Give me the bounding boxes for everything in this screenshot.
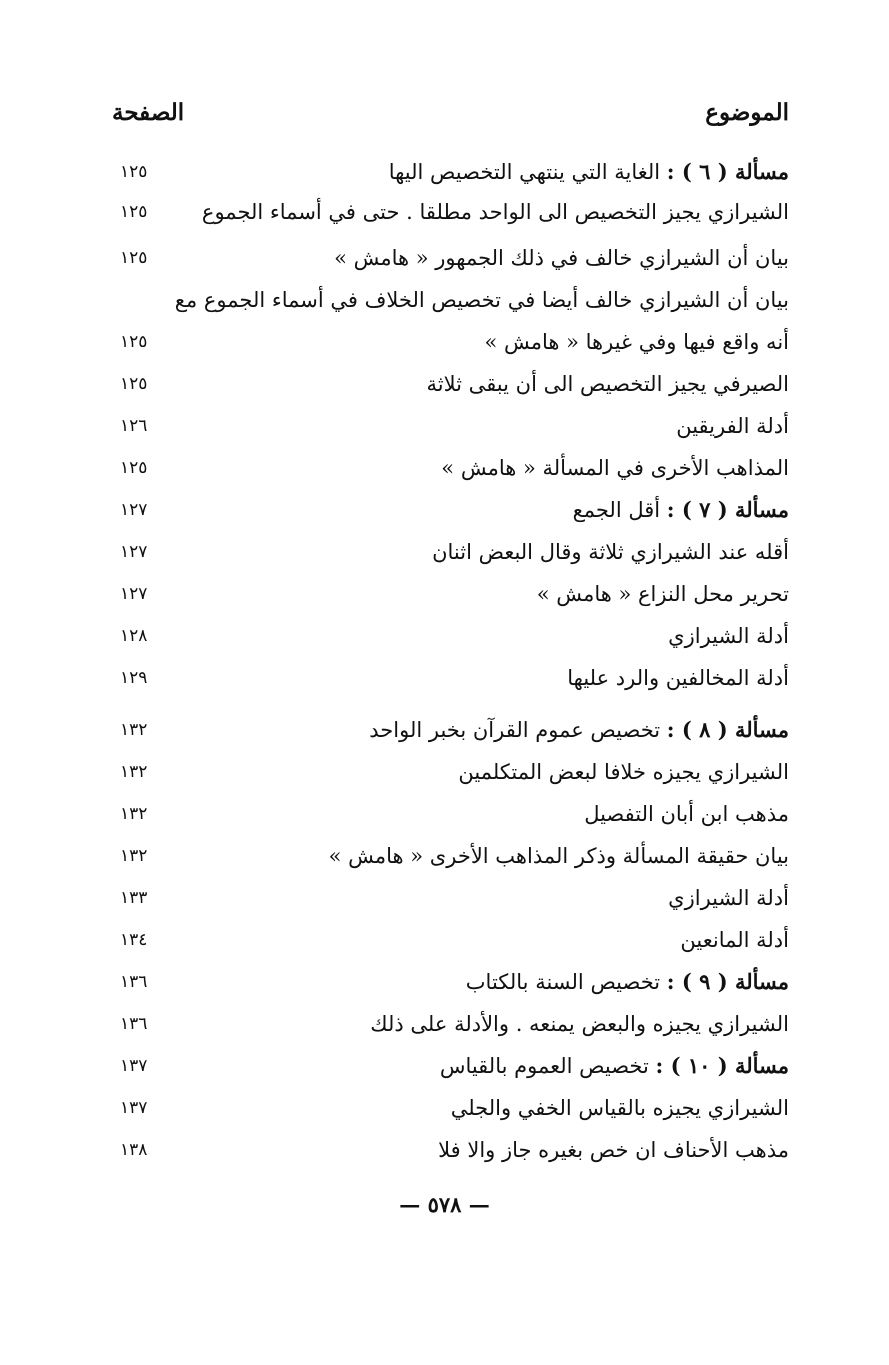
entry-topic xyxy=(676,406,789,446)
entry-page-number: ١٢٧ xyxy=(120,542,148,562)
entry-topic xyxy=(567,658,789,698)
entry-topic xyxy=(427,364,789,404)
entry-topic xyxy=(389,152,789,192)
entry-topic xyxy=(370,1004,789,1044)
entry-text: الغاية التي ينتهي التخصيص اليها xyxy=(388,160,667,184)
entry-topic xyxy=(680,920,789,960)
entry-page-number: ١٣٢ xyxy=(120,762,148,782)
entry-text: تخصيص عموم القرآن بخبر الواحد xyxy=(369,718,667,742)
entry-page-number: ١٣٢ xyxy=(120,846,148,866)
entry-topic xyxy=(440,1046,789,1086)
entry-page-number: ١٢٥ xyxy=(120,374,148,394)
entry-topic xyxy=(329,836,789,876)
index-entry xyxy=(0,238,889,278)
entry-topic xyxy=(668,878,789,918)
entry-topic xyxy=(334,238,789,278)
entry-text: تخصيص السنة بالكتاب xyxy=(465,970,667,994)
entry-page-number: ١٢٥ xyxy=(120,248,148,268)
index-entry xyxy=(0,1004,889,1044)
entry-page-number: ١٢٥ xyxy=(120,458,148,478)
entry-text: أدلة الشيرازي xyxy=(668,886,789,910)
entry-text: الشيرازي يجيزه والبعض يمنعه . والأدلة على ذلك xyxy=(370,1012,789,1036)
index-entry xyxy=(0,490,889,530)
entry-page-number: ١٣٦ xyxy=(120,1014,148,1034)
index-entry xyxy=(0,752,889,792)
entry-text: أدلة المخالفين والرد عليها xyxy=(567,666,789,690)
entry-text: بيان حقيقة المسألة وذكر المذاهب الأخرى « هامش » xyxy=(328,844,789,868)
index-entry xyxy=(0,920,889,960)
index-entry xyxy=(0,574,889,614)
entry-topic xyxy=(451,1088,789,1128)
entry-text: بيان أن الشيرازي خالف في ذلك الجمهور « هامش » xyxy=(334,246,789,270)
entry-page-number: ١٢٨ xyxy=(120,626,148,646)
index-entry xyxy=(0,878,889,918)
page-number-footer: — ٥٧٨ — xyxy=(399,1192,490,1217)
entry-page-number: ١٣٤ xyxy=(120,930,148,950)
entry-topic xyxy=(202,192,789,232)
entry-text: أقل الجمع xyxy=(572,498,667,522)
entry-page-number: ١٢٧ xyxy=(120,584,148,604)
entry-page-number: ١٢٥ xyxy=(120,332,148,352)
topic-column-header: الموضوع xyxy=(705,99,789,126)
entry-text: بيان أن الشيرازي خالف أيضا في تخصيص الخلاف في أسماء الجموع مع xyxy=(174,288,789,312)
question-number: مسألة ( ١٠ ) : xyxy=(655,1053,789,1078)
question-number: مسألة ( ٩ ) : xyxy=(666,969,789,994)
entry-topic xyxy=(466,962,789,1002)
index-entry xyxy=(0,836,889,876)
entry-page-number: ١٣٦ xyxy=(120,972,148,992)
index-entry xyxy=(0,1130,889,1170)
entry-topic xyxy=(438,1130,789,1170)
index-entry xyxy=(0,710,889,750)
entry-topic xyxy=(537,574,789,614)
entry-topic xyxy=(668,616,789,656)
index-entry xyxy=(0,962,889,1002)
index-entry xyxy=(0,616,889,656)
entry-text: الصيرفي يجيز التخصيص الى أن يبقى ثلاثة xyxy=(426,372,789,396)
index-entry xyxy=(0,192,889,232)
entry-text: الشيرازي يجيزه خلافا لبعض المتكلمين xyxy=(458,760,789,784)
index-entry xyxy=(0,1088,889,1128)
entry-page-number: ١٣٧ xyxy=(120,1098,148,1118)
index-entry xyxy=(0,1046,889,1086)
entry-text: أدلة الفريقين xyxy=(676,414,789,438)
entry-page-number: ١٢٩ xyxy=(120,668,148,688)
entry-page-number: ١٣٧ xyxy=(120,1056,148,1076)
question-number: مسألة ( ٦ ) : xyxy=(666,159,789,184)
index-entry xyxy=(0,364,889,404)
entry-page-number: ١٣٢ xyxy=(120,720,148,740)
question-number: مسألة ( ٨ ) : xyxy=(666,717,789,742)
entry-text: مذهب الأحناف ان خص بغيره جاز والا فلا xyxy=(438,1138,789,1162)
index-entry xyxy=(0,658,889,698)
entry-page-number: ١٣٢ xyxy=(120,804,148,824)
entry-text: الشيرازي يجيز التخصيص الى الواحد مطلقا . حتى في أسماء الجموع xyxy=(201,200,789,224)
entry-topic xyxy=(584,794,789,834)
entry-page-number: ١٢٥ xyxy=(120,162,148,182)
entry-topic xyxy=(175,280,789,320)
entry-text: الشيرازي يجيزه بالقياس الخفي والجلي xyxy=(450,1096,789,1120)
index-entry xyxy=(0,152,889,192)
entry-topic xyxy=(369,710,789,750)
entry-page-number: ١٢٧ xyxy=(120,500,148,520)
entry-page-number: ١٣٣ xyxy=(120,888,148,908)
entry-topic xyxy=(432,532,789,572)
entry-page-number: ١٣٨ xyxy=(120,1140,148,1160)
page-column-header: الصفحة xyxy=(112,99,185,126)
entry-topic xyxy=(573,490,789,530)
entry-text: أقله عند الشيرازي ثلاثة وقال البعض اثنان xyxy=(432,540,789,564)
entry-page-number: ١٢٦ xyxy=(120,416,148,436)
question-number: مسألة ( ٧ ) : xyxy=(666,497,789,522)
entry-text: أدلة الشيرازي xyxy=(668,624,789,648)
index-entry xyxy=(0,280,889,320)
entry-topic xyxy=(458,752,789,792)
entry-topic xyxy=(484,322,789,362)
index-entry xyxy=(0,406,889,446)
entry-text: أدلة المانعين xyxy=(680,928,789,952)
index-entry xyxy=(0,448,889,488)
index-entry xyxy=(0,532,889,572)
index-entry xyxy=(0,794,889,834)
entry-text: مذهب ابن أبان التفصيل xyxy=(584,802,789,826)
entry-text: المذاهب الأخرى في المسألة « هامش » xyxy=(441,456,789,480)
entry-text: أنه واقع فيها وفي غيرها « هامش » xyxy=(484,330,789,354)
entry-text: تحرير محل النزاع « هامش » xyxy=(536,582,789,606)
index-entry xyxy=(0,322,889,362)
entry-topic xyxy=(441,448,789,488)
entry-page-number xyxy=(120,280,210,320)
entry-text: تخصيص العموم بالقياس xyxy=(439,1054,656,1078)
entry-page-number: ١٢٥ xyxy=(120,202,148,222)
